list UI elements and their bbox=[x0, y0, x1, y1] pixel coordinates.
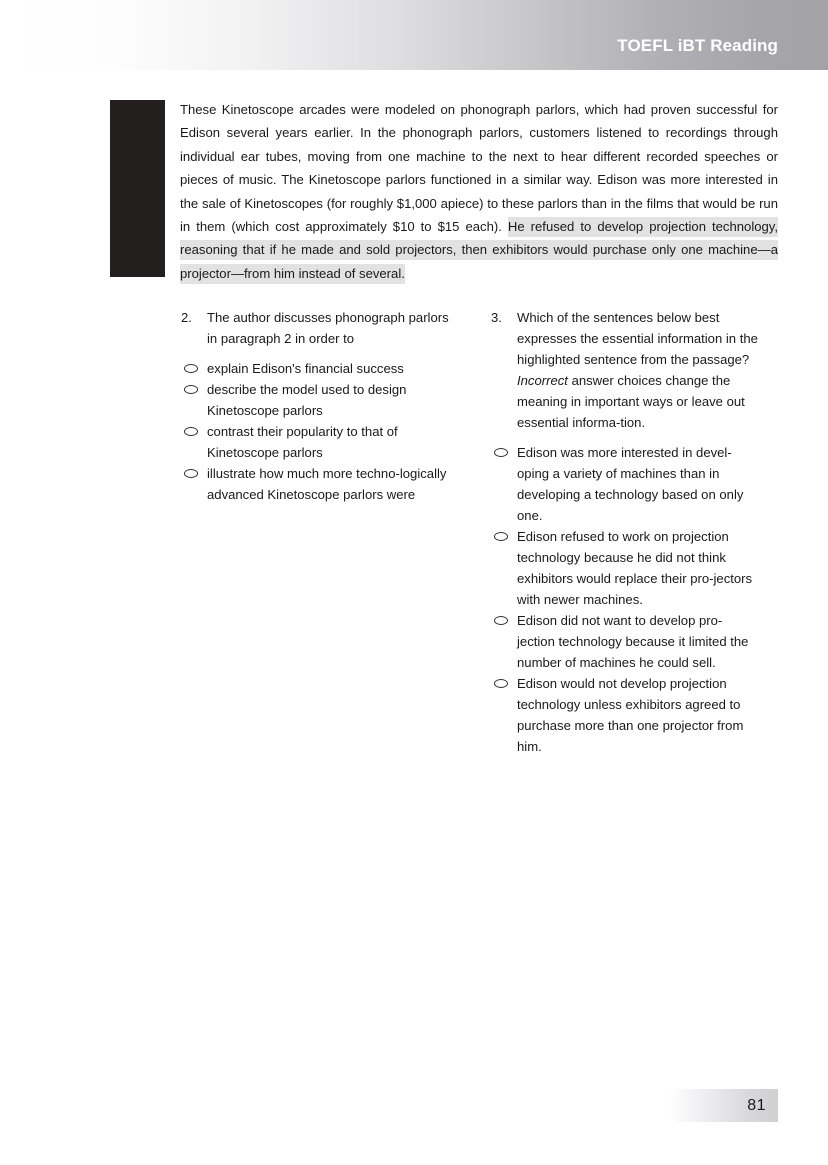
radio-oval-icon[interactable] bbox=[494, 532, 508, 541]
question-3-choice-3-label: Edison did not want to develop pro-jection technology because it limited the number of machines he could sell. bbox=[517, 613, 749, 670]
page-header-title: TOEFL iBT Reading bbox=[617, 36, 778, 55]
question-2-header bbox=[181, 307, 449, 349]
question-3-number: 3. bbox=[491, 310, 502, 325]
highlighted-sentence: He refused to develop projection technology, reasoning that if he made and sold projectors, then exhibitors would purchase only one machine—a projector—from him instead of several. bbox=[180, 217, 778, 284]
question-column-left bbox=[181, 307, 449, 505]
radio-oval-icon[interactable] bbox=[184, 364, 198, 373]
radio-oval-icon[interactable] bbox=[494, 616, 508, 625]
question-3-choice-4-label: Edison would not develop projection technology unless exhibitors agreed to purchase more than one projector from him. bbox=[517, 676, 744, 754]
question-2-choice-4-label: illustrate how much more techno-logically advanced Kinetoscope parlors were bbox=[207, 466, 447, 502]
question-3-stem-part1: Which of the sentences below best expresses the essential information in the highlighted sentence from the passage? bbox=[517, 310, 758, 367]
radio-oval-icon[interactable] bbox=[184, 469, 198, 478]
question-3-stem-part2: answer choices change the meaning in important ways or leave out essential informa-tion. bbox=[517, 373, 745, 430]
question-2-choice-2-label: describe the model used to design Kinetoscope parlors bbox=[207, 382, 407, 418]
question-2-choice-2[interactable] bbox=[181, 379, 449, 421]
radio-oval-icon[interactable] bbox=[184, 385, 198, 394]
question-2-stem: The author discusses phonograph parlors in paragraph 2 in order to bbox=[207, 310, 449, 346]
question-3-choice-4[interactable] bbox=[491, 673, 759, 757]
question-2-choice-1-label: explain Edison's financial success bbox=[207, 361, 404, 376]
question-3-stem-emphasis: Incorrect bbox=[517, 373, 568, 388]
radio-oval-icon[interactable] bbox=[494, 679, 508, 688]
question-3-choice-2-label: Edison refused to work on projection technology because he did not think exhibitors would replace their pro-jectors with newer machines. bbox=[517, 529, 753, 607]
question-2-choice-3-label: contrast their popularity to that of Kinetoscope parlors bbox=[207, 424, 398, 460]
question-column-right bbox=[491, 307, 759, 757]
question-2-choice-4[interactable] bbox=[181, 463, 449, 505]
passage-body-text bbox=[180, 98, 778, 285]
question-2-choice-3[interactable] bbox=[181, 421, 449, 463]
radio-oval-icon[interactable] bbox=[494, 448, 508, 457]
page-header-bar bbox=[0, 0, 828, 70]
question-2-number: 2. bbox=[181, 310, 192, 325]
page-number: 81 bbox=[747, 1096, 766, 1114]
question-3-choice-2[interactable] bbox=[491, 526, 759, 610]
paragraph-marker-block bbox=[110, 100, 165, 277]
question-3-choice-1-label: Edison was more interested in devel-oping a variety of machines than in developing a technology based on only one. bbox=[517, 445, 744, 523]
radio-oval-icon[interactable] bbox=[184, 427, 198, 436]
passage-plain-text: These Kinetoscope arcades were modeled on phonograph parlors, which had proven successful for Edison several years earlier. In the phonograph parlors, customers listened to recordings through individual ear tubes, moving from one machine to the next to hear different recorded speeches or pieces of music. The Kinetoscope parlors functioned in a similar way. Edison was more interested in the sale of Kinetoscopes (for roughly $1,000 apiece) to these parlors than in the films that would be run in them (which cost approximately $10 to $15 each). bbox=[180, 102, 778, 235]
question-3-choice-1[interactable] bbox=[491, 442, 759, 526]
question-3-choice-3[interactable] bbox=[491, 610, 759, 673]
question-3-header bbox=[491, 307, 759, 433]
question-2-choice-1[interactable] bbox=[181, 358, 449, 379]
page-footer-bar bbox=[670, 1089, 778, 1122]
